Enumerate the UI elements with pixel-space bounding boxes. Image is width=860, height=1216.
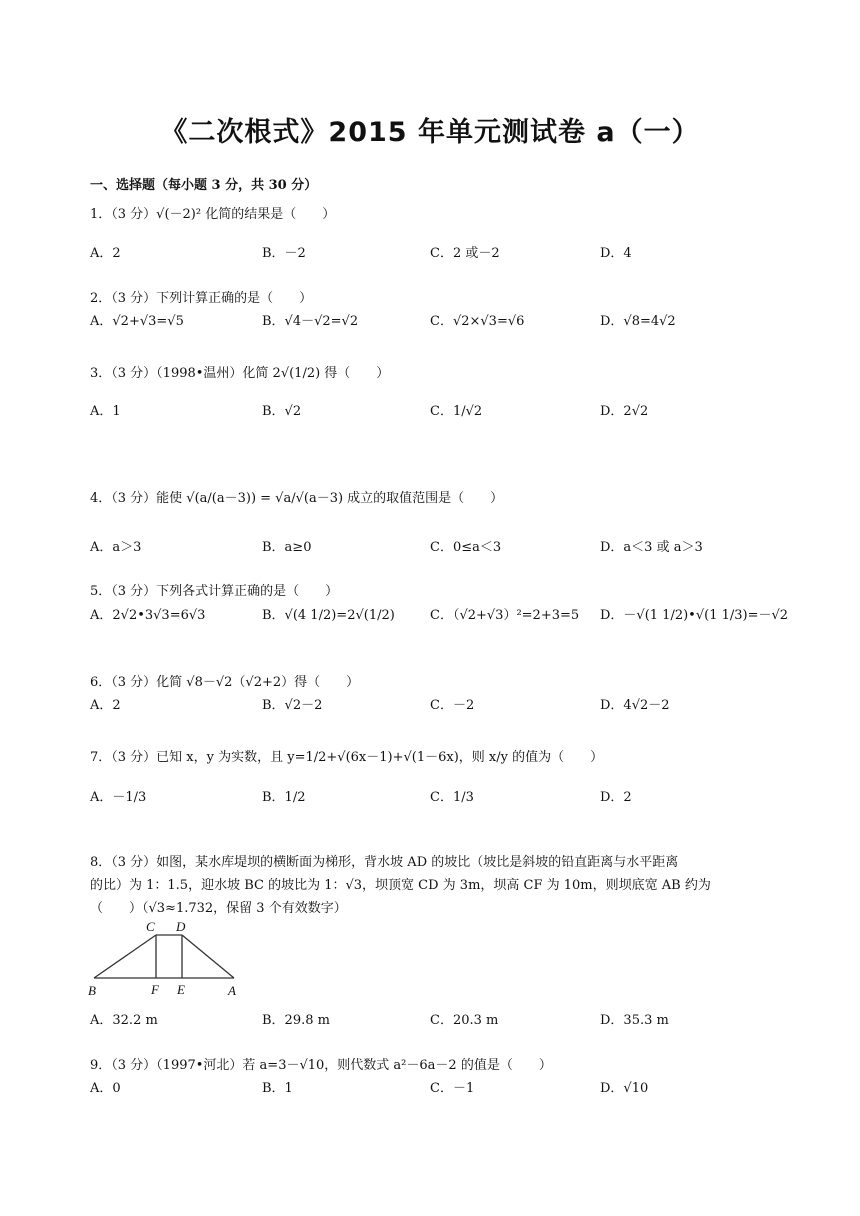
q6-option-a: A．2	[90, 698, 121, 713]
q1-option-d: D．4	[600, 246, 632, 261]
q9-option-b: B．1	[262, 1081, 293, 1096]
q2-option-c: C．√2×√3=√6	[430, 314, 525, 329]
slope-bc-line	[94, 935, 156, 978]
slope-da-line	[182, 935, 234, 978]
q2-option-a: A．√2+√3=√5	[90, 314, 184, 329]
question-5-stem: 5．（3 分）下列各式计算正确的是（ ）	[90, 584, 339, 599]
label-d: D	[176, 919, 186, 934]
q4-option-c: C．0≤a＜3	[430, 540, 502, 555]
q7-option-b: B．1/2	[262, 790, 306, 805]
question-2-stem: 2．（3 分）下列计算正确的是（ ）	[90, 291, 313, 306]
q3-option-c: C．1/√2	[430, 404, 483, 419]
dam-cross-section-figure	[86, 916, 246, 1000]
q1-option-b: B．－2	[262, 246, 306, 261]
q9-option-d: D．√10	[600, 1081, 649, 1096]
q2-option-b: B．√4－√2=√2	[262, 314, 359, 329]
q7-option-d: D．2	[600, 790, 632, 805]
question-9-stem: 9．（3 分）（1997•河北）若 a=3－√10，则代数式 a²－6a－2 的值是（ ）	[90, 1058, 552, 1073]
question-3-stem: 3．（3 分）（1998•温州）化简 2√(1/2) 得（ ）	[90, 366, 390, 381]
q5-option-d: D．－√(1 1/2)•√(1 1/3)=－√2	[600, 608, 789, 623]
q5-option-b: B．√(4 1/2)=2√(1/2)	[262, 608, 395, 623]
q5-option-a: A．2√2•3√3=6√3	[90, 608, 206, 623]
question-8-stem-line-2: 的比）为 1：1.5，迎水坡 BC 的坡比为 1：√3，坝顶宽 CD 为 3m，坝高 CF 为 10m，则坝底宽 AB 约为	[90, 878, 711, 893]
q7-option-c: C．1/3	[430, 790, 474, 805]
q8-option-c: C．20.3 m	[430, 1013, 499, 1028]
q3-option-a: A．1	[90, 404, 121, 419]
q3-option-d: D．2√2	[600, 404, 649, 419]
question-4-stem: 4．（3 分）能使 √(a/(a－3)) = √a/√(a－3) 成立的取值范围是（ ）	[90, 491, 504, 506]
q3-option-b: B．√2	[262, 404, 302, 419]
question-7-stem: 7．（3 分）已知 x，y 为实数，且 y=1/2+√(6x－1)+√(1－6x)，则 x/y 的值为（ ）	[90, 750, 604, 765]
q4-option-a: A．a＞3	[90, 540, 142, 555]
q8-option-b: B．29.8 m	[262, 1013, 330, 1028]
label-e: E	[177, 982, 185, 997]
q4-option-d: D．a＜3 或 a＞3	[600, 540, 703, 555]
q6-option-d: D．4√2－2	[600, 698, 670, 713]
q9-option-a: A．0	[90, 1081, 121, 1096]
q8-option-a: A．32.2 m	[90, 1013, 158, 1028]
label-b: B	[88, 983, 96, 998]
section-heading: 一、选择题（每小题 3 分，共 30 分）	[90, 178, 318, 193]
q4-option-b: B．a≥0	[262, 540, 312, 555]
label-a: A	[228, 983, 236, 998]
q2-option-d: D．√8=4√2	[600, 314, 676, 329]
q8-option-d: D．35.3 m	[600, 1013, 669, 1028]
label-c: C	[146, 919, 155, 934]
label-f: F	[151, 982, 159, 997]
q1-option-a: A．2	[90, 246, 121, 261]
question-1-stem: 1．（3 分）√(－2)² 化简的结果是（ ）	[90, 207, 336, 222]
q9-option-c: C．－1	[430, 1081, 475, 1096]
q1-option-c: C．2 或－2	[430, 246, 500, 261]
question-8-stem-line-3: （ ）（√3≈1.732，保留 3 个有效数字）	[90, 901, 347, 916]
page-title: 《二次根式》2015 年单元测试卷 a（一）	[160, 117, 700, 148]
q6-option-c: C．－2	[430, 698, 475, 713]
question-8-stem-line-1: 8．（3 分）如图，某水库堤坝的横断面为梯形，背水坡 AD 的坡比（坡比是斜坡的铅直距离与水平距离	[90, 855, 679, 870]
q5-option-c: C．（√2+√3）²=2+3=5	[430, 608, 580, 623]
question-6-stem: 6．（3 分）化简 √8－√2（√2+2）得（ ）	[90, 675, 360, 690]
q7-option-a: A．－1/3	[90, 790, 147, 805]
q6-option-b: B．√2－2	[262, 698, 323, 713]
